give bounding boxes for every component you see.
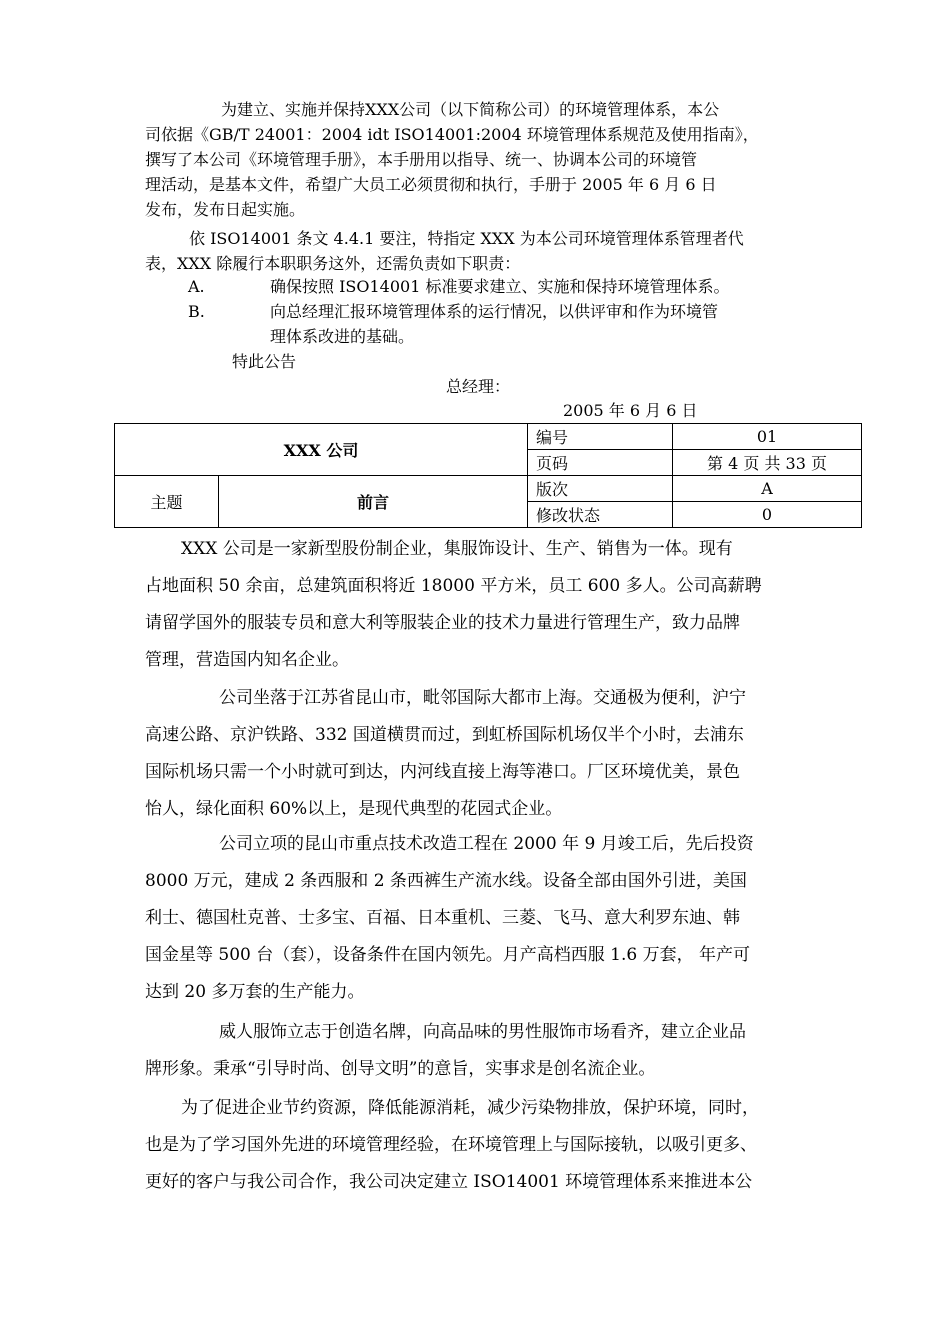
- body-paragraph-2: [145, 680, 810, 828]
- list-marker: B.: [188, 302, 205, 321]
- text-line: 达到 20 多万套的生产能力。: [145, 982, 365, 1002]
- list-marker: A.: [188, 277, 205, 296]
- text-line: 利士、德国杜克普、士多宝、百福、日本重机、三菱、飞马、意大利罗东迪、韩: [145, 908, 740, 928]
- text-line: 为了促进企业节约资源，降低能源消耗，减少污染物排放，保护环境，同时，: [181, 1098, 759, 1118]
- body-paragraph-5: [145, 1090, 810, 1201]
- text-line: 依 ISO14001 条文 4.4.1 要注，特指定 XXX 为本公司环境管理体系管理者代: [189, 229, 744, 248]
- text-line: 更好的客户与我公司合作，我公司决定建立 ISO14001 环境管理体系来推进本公: [145, 1172, 753, 1192]
- responsibility-list: [188, 274, 828, 349]
- field-value: 01: [673, 424, 862, 450]
- topic-label: 主题: [115, 476, 219, 528]
- text-line: 怡人，绿化面积 60%以上，是现代典型的花园式企业。: [145, 799, 563, 819]
- announcement-paragraph-1: [145, 97, 810, 222]
- text-line: 司依据《GB/T 24001：2004 idt ISO14001:2004 环境管理体系规范及使用指南》，: [145, 125, 759, 144]
- field-label: 编号: [528, 424, 673, 450]
- text-line: 请留学国外的服装专员和意大利等服装企业的技术力量进行管理生产，致力品牌: [145, 613, 740, 633]
- general-manager-signature: 总经理：: [446, 377, 511, 396]
- document-header-table: [114, 423, 862, 528]
- text-line: 撰写了本公司《环境管理手册》，本手册用以指导、统一、协调本公司的环境管: [145, 150, 698, 169]
- list-item-text: 理体系改进的基础。: [270, 327, 415, 346]
- text-line: 理活动，是基本文件，希望广大员工必须贯彻和执行，手册于 2005 年 6 月 6 日: [145, 175, 717, 194]
- text-line: 高速公路、京沪铁路、332 国道横贯而过，到虹桥国际机场仅半个小时，去浦东: [145, 725, 744, 745]
- text-line: XXX 公司是一家新型股份制企业，集服饰设计、生产、销售为一体。现有: [181, 539, 733, 559]
- field-label: 修改状态: [528, 502, 673, 528]
- field-label: 版次: [528, 476, 673, 502]
- text-line: 国际机场只需一个小时就可到达，内河线直接上海等港口。厂区环境优美，景色: [145, 762, 740, 782]
- announcement-date: 2005 年 6 月 6 日: [563, 401, 698, 420]
- text-line: 8000 万元，建成 2 条西服和 2 条西裤生产流水线。设备全部由国外引进，美国: [145, 871, 747, 891]
- field-value: 0: [673, 502, 862, 528]
- body-paragraph-3: [145, 826, 810, 1011]
- list-item-text: 向总经理汇报环境管理体系的运行情况，以供评审和作为环境管: [270, 302, 719, 321]
- body-paragraph-4: [145, 1014, 810, 1088]
- text-line: 管理，营造国内知名企业。: [145, 650, 349, 670]
- text-line: 占地面积 50 余亩，总建筑面积将近 18000 平方米，员工 600 多人。公司高薪聘: [145, 576, 762, 596]
- field-value: 第 4 页 共 33 页: [673, 450, 862, 476]
- text-line: 也是为了学习国外先进的环境管理经验，在环境管理上与国际接轨，以吸引更多、: [145, 1135, 757, 1155]
- company-name: XXX 公司: [115, 424, 528, 476]
- list-item: [188, 274, 828, 299]
- notice-text: 特此公告: [232, 352, 297, 371]
- text-line: 公司坐落于江苏省昆山市，毗邻国际大都市上海。交通极为便利，沪宁: [219, 688, 746, 708]
- list-item: [188, 299, 828, 349]
- text-line: 牌形象。秉承“引导时尚、创导文明”的意旨，实事求是创名流企业。: [145, 1059, 656, 1079]
- document-title: 前言: [219, 476, 528, 528]
- text-line: 发布，发布日起实施。: [145, 200, 306, 219]
- text-line: 表，XXX 除履行本职职务这外，还需负责如下职责：: [145, 254, 521, 273]
- text-line: 公司立项的昆山市重点技术改造工程在 2000 年 9 月竣工后，先后投资: [219, 834, 754, 854]
- field-value: A: [673, 476, 862, 502]
- list-item-text: 确保按照 ISO14001 标准要求建立、实施和保持环境管理体系。: [270, 277, 730, 296]
- text-line: 威人服饰立志于创造名牌，向高品味的男性服饰市场看齐，建立企业品: [219, 1022, 746, 1042]
- announcement-paragraph-2: [145, 226, 810, 276]
- text-line: 为建立、实施并保持XXX公司（以下简称公司）的环境管理体系，本公: [221, 100, 720, 119]
- body-paragraph-1: [145, 531, 810, 679]
- field-label: 页码: [528, 450, 673, 476]
- text-line: 国金星等 500 台（套），设备条件在国内领先。月产高档西服 1.6 万套， 年产可: [145, 945, 751, 965]
